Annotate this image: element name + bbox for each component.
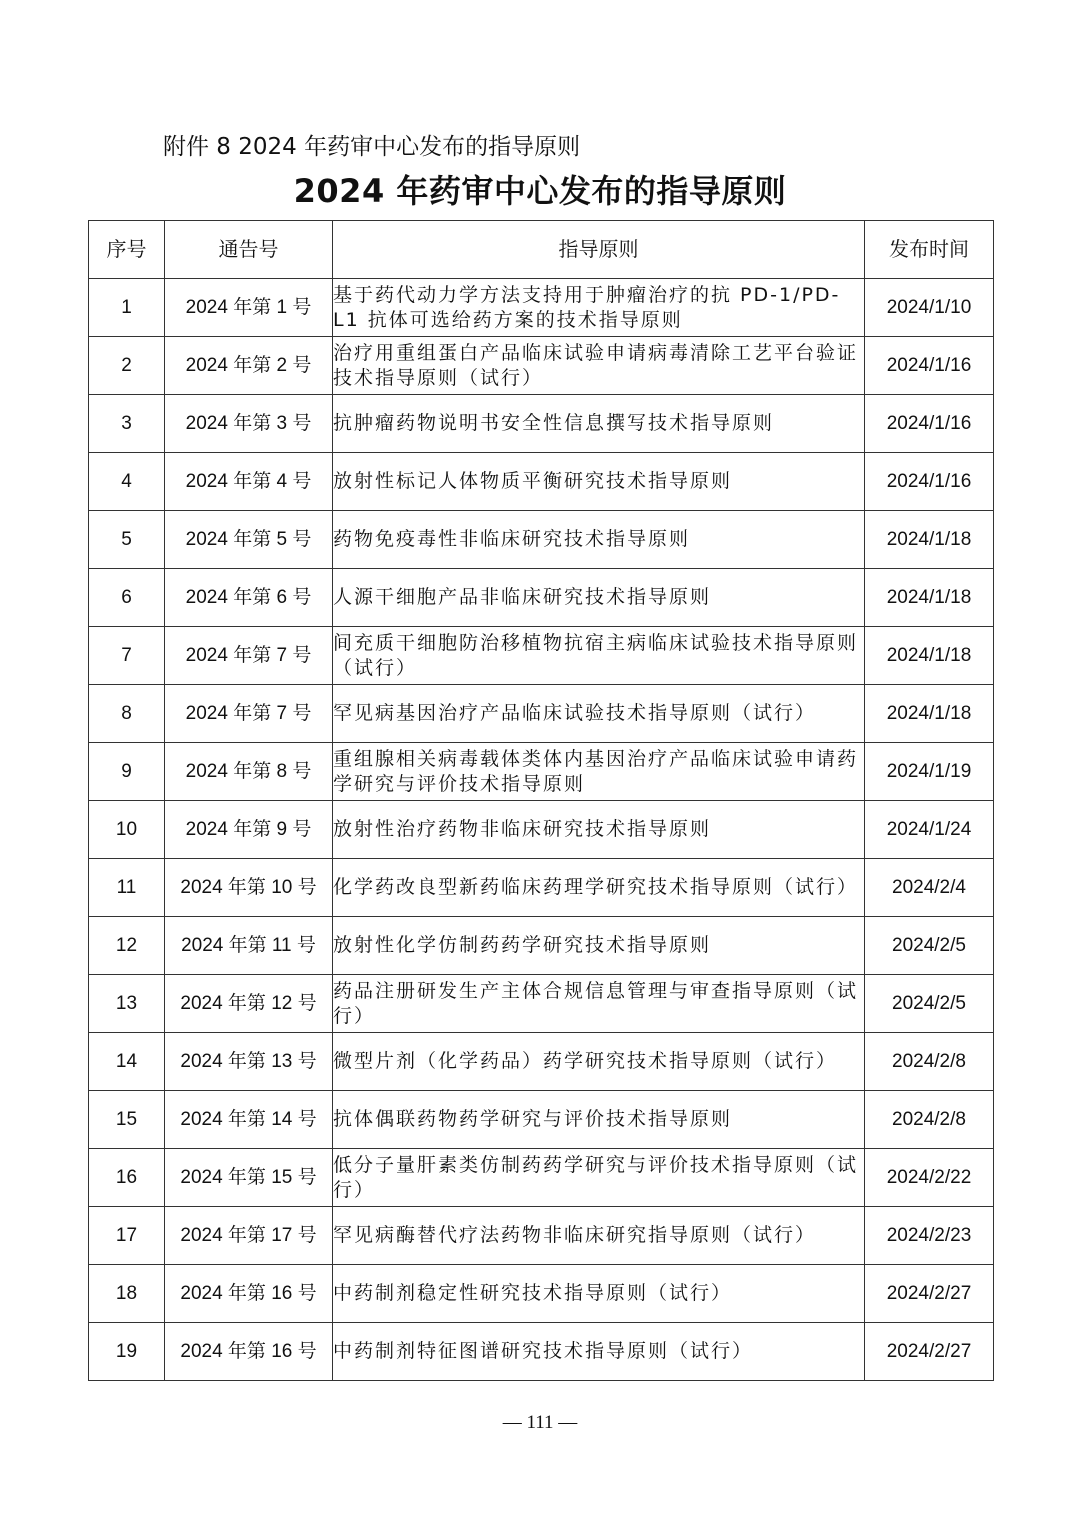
- cell-date: 2024/1/16: [865, 337, 994, 395]
- cell-guideline-title: 中药制剂特征图谱研究技术指导原则（试行）: [333, 1323, 865, 1381]
- cell-no: 2: [89, 337, 165, 395]
- table-row: [89, 511, 994, 569]
- document-title: 2024 年药审中心发布的指导原则: [293, 172, 787, 210]
- cell-date: 2024/1/16: [865, 395, 994, 453]
- cell-date: 2024/2/5: [865, 975, 994, 1033]
- table-row: [89, 395, 994, 453]
- cell-date: 2024/1/10: [865, 279, 994, 337]
- table-row: [89, 337, 994, 395]
- cell-date: 2024/2/23: [865, 1207, 994, 1265]
- cell-notice: 2024 年第 1 号: [165, 279, 333, 337]
- cell-no: 17: [89, 1207, 165, 1265]
- table-header-row: [89, 221, 994, 279]
- table-row: [89, 1149, 994, 1207]
- cell-notice: 2024 年第 8 号: [165, 743, 333, 801]
- cell-guideline-title: 放射性治疗药物非临床研究技术指导原则: [333, 801, 865, 859]
- cell-notice: 2024 年第 4 号: [165, 453, 333, 511]
- table-row: [89, 859, 994, 917]
- table-row: [89, 917, 994, 975]
- cell-notice: 2024 年第 15 号: [165, 1149, 333, 1207]
- cell-no: 12: [89, 917, 165, 975]
- cell-notice: 2024 年第 17 号: [165, 1207, 333, 1265]
- cell-no: 1: [89, 279, 165, 337]
- table-row: [89, 685, 994, 743]
- cell-guideline-title: 重组腺相关病毒载体类体内基因治疗产品临床试验申请药学研究与评价技术指导原则: [333, 743, 865, 801]
- cell-guideline-title: 人源干细胞产品非临床研究技术指导原则: [333, 569, 865, 627]
- cell-notice: 2024 年第 9 号: [165, 801, 333, 859]
- cell-guideline-title: 微型片剂（化学药品）药学研究技术指导原则（试行）: [333, 1033, 865, 1091]
- cell-notice: 2024 年第 5 号: [165, 511, 333, 569]
- table-row: [89, 1323, 994, 1381]
- cell-no: 6: [89, 569, 165, 627]
- cell-date: 2024/1/18: [865, 685, 994, 743]
- cell-date: 2024/1/18: [865, 569, 994, 627]
- cell-notice: 2024 年第 10 号: [165, 859, 333, 917]
- cell-date: 2024/2/22: [865, 1149, 994, 1207]
- cell-guideline-title: 抗肿瘤药物说明书安全性信息撰写技术指导原则: [333, 395, 865, 453]
- cell-notice: 2024 年第 12 号: [165, 975, 333, 1033]
- cell-no: 4: [89, 453, 165, 511]
- table-row: [89, 1265, 994, 1323]
- cell-notice: 2024 年第 11 号: [165, 917, 333, 975]
- header-guideline: 指导原则: [333, 221, 865, 279]
- cell-guideline-title: 抗体偶联药物药学研究与评价技术指导原则: [333, 1091, 865, 1149]
- cell-no: 11: [89, 859, 165, 917]
- table-row: [89, 453, 994, 511]
- cell-no: 5: [89, 511, 165, 569]
- cell-date: 2024/1/16: [865, 453, 994, 511]
- cell-no: 10: [89, 801, 165, 859]
- cell-date: 2024/2/5: [865, 917, 994, 975]
- cell-date: 2024/2/8: [865, 1033, 994, 1091]
- cell-no: 13: [89, 975, 165, 1033]
- cell-no: 8: [89, 685, 165, 743]
- cell-date: 2024/2/8: [865, 1091, 994, 1149]
- cell-notice: 2024 年第 3 号: [165, 395, 333, 453]
- attachment-label: 附件 8 2024 年药审中心发布的指导原则: [163, 134, 581, 160]
- cell-date: 2024/1/18: [865, 627, 994, 685]
- cell-no: 3: [89, 395, 165, 453]
- cell-no: 9: [89, 743, 165, 801]
- cell-notice: 2024 年第 2 号: [165, 337, 333, 395]
- cell-date: 2024/1/19: [865, 743, 994, 801]
- cell-guideline-title: 药品注册研发生产主体合规信息管理与审查指导原则（试行）: [333, 975, 865, 1033]
- table-row: [89, 627, 994, 685]
- cell-guideline-title: 药物免疫毒性非临床研究技术指导原则: [333, 511, 865, 569]
- cell-no: 14: [89, 1033, 165, 1091]
- cell-date: 2024/1/18: [865, 511, 994, 569]
- table-row: [89, 279, 994, 337]
- cell-guideline-title: 基于药代动力学方法支持用于肿瘤治疗的抗 PD-1/PD-L1 抗体可选给药方案的技术指导原则: [333, 279, 865, 337]
- cell-notice: 2024 年第 6 号: [165, 569, 333, 627]
- cell-notice: 2024 年第 16 号: [165, 1323, 333, 1381]
- table-row: [89, 1033, 994, 1091]
- cell-guideline-title: 放射性化学仿制药药学研究技术指导原则: [333, 917, 865, 975]
- table-row: [89, 975, 994, 1033]
- cell-date: 2024/2/27: [865, 1323, 994, 1381]
- header-no: 序号: [89, 221, 165, 279]
- table-body: [89, 279, 994, 1381]
- cell-notice: 2024 年第 7 号: [165, 685, 333, 743]
- cell-guideline-title: 中药制剂稳定性研究技术指导原则（试行）: [333, 1265, 865, 1323]
- cell-notice: 2024 年第 14 号: [165, 1091, 333, 1149]
- cell-date: 2024/2/4: [865, 859, 994, 917]
- table-row: [89, 801, 994, 859]
- cell-no: 7: [89, 627, 165, 685]
- page-number: — 111 —: [502, 1412, 578, 1433]
- cell-guideline-title: 低分子量肝素类仿制药药学研究与评价技术指导原则（试行）: [333, 1149, 865, 1207]
- table-row: [89, 569, 994, 627]
- cell-guideline-title: 治疗用重组蛋白产品临床试验申请病毒清除工艺平台验证技术指导原则（试行）: [333, 337, 865, 395]
- cell-date: 2024/2/27: [865, 1265, 994, 1323]
- cell-guideline-title: 罕见病酶替代疗法药物非临床研究指导原则（试行）: [333, 1207, 865, 1265]
- cell-no: 16: [89, 1149, 165, 1207]
- cell-notice: 2024 年第 16 号: [165, 1265, 333, 1323]
- cell-guideline-title: 放射性标记人体物质平衡研究技术指导原则: [333, 453, 865, 511]
- cell-guideline-title: 化学药改良型新药临床药理学研究技术指导原则（试行）: [333, 859, 865, 917]
- cell-no: 18: [89, 1265, 165, 1323]
- guidelines-table: [88, 220, 994, 1381]
- cell-no: 19: [89, 1323, 165, 1381]
- cell-guideline-title: 间充质干细胞防治移植物抗宿主病临床试验技术指导原则（试行）: [333, 627, 865, 685]
- table-row: [89, 743, 994, 801]
- cell-guideline-title: 罕见病基因治疗产品临床试验技术指导原则（试行）: [333, 685, 865, 743]
- cell-notice: 2024 年第 7 号: [165, 627, 333, 685]
- header-notice: 通告号: [165, 221, 333, 279]
- cell-date: 2024/1/24: [865, 801, 994, 859]
- table-row: [89, 1091, 994, 1149]
- cell-notice: 2024 年第 13 号: [165, 1033, 333, 1091]
- header-date: 发布时间: [865, 221, 994, 279]
- cell-no: 15: [89, 1091, 165, 1149]
- table-row: [89, 1207, 994, 1265]
